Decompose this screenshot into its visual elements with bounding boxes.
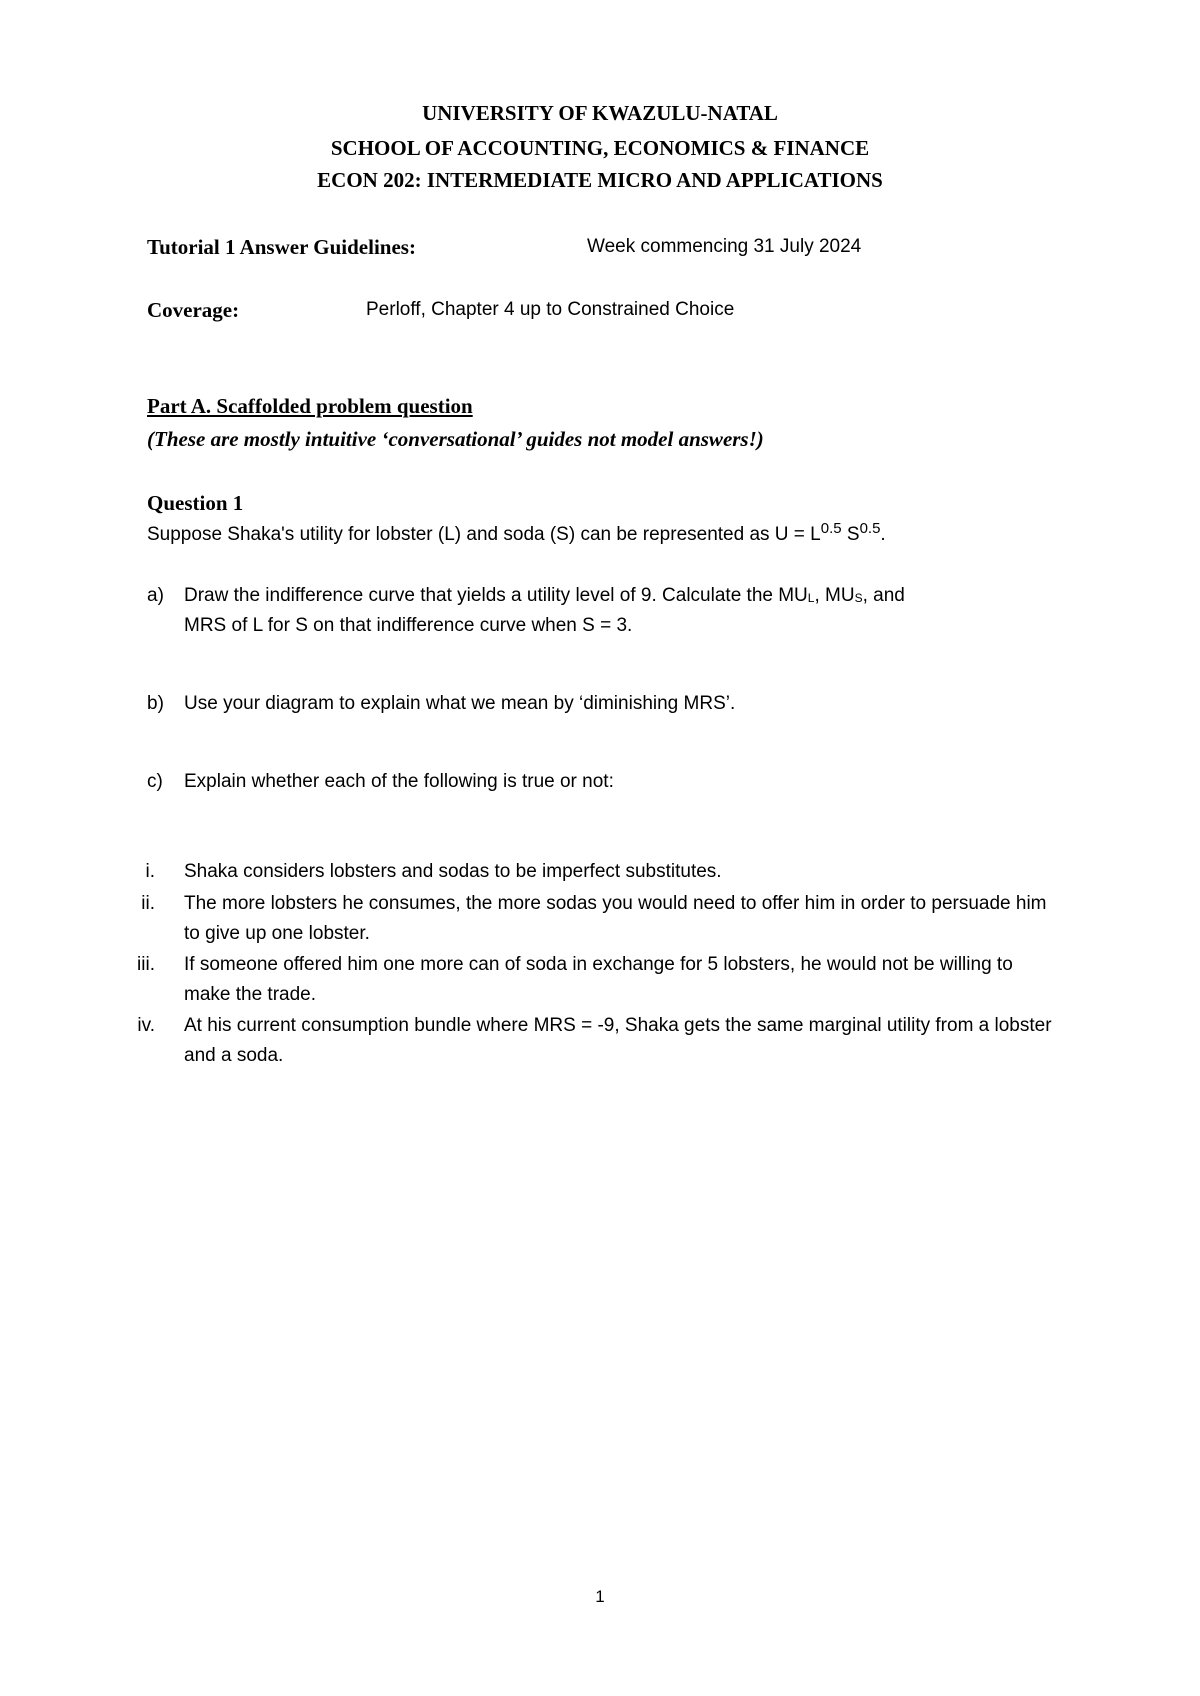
intro-text: Suppose Shaka's utility for lobster (L) and soda (S) can be represented as U = L	[147, 524, 821, 545]
part-a-note: (These are mostly intuitive ‘conversational’ guides not model answers!)	[147, 427, 764, 451]
question-1-intro	[147, 520, 886, 550]
intro-mid: S	[841, 524, 860, 545]
tutorial-week: Week commencing 31 July 2024	[587, 236, 862, 257]
question-1-title: Question 1	[147, 491, 244, 515]
part-a-text	[184, 581, 1084, 641]
statement-item	[0, 857, 1200, 887]
part-a-text-1: Draw the indifference curve that yields a utility level of 9. Calculate the MU	[184, 585, 808, 606]
university-heading: UNIVERSITY OF KWAZULU-NATAL	[422, 101, 778, 125]
school-heading: SCHOOL OF ACCOUNTING, ECONOMICS & FINANCE	[330, 136, 870, 160]
statement-marker: i.	[145, 861, 155, 882]
mu-s-subscript: S	[854, 591, 863, 605]
part-a-text-3: , and	[862, 585, 905, 606]
coverage-label: Coverage:	[147, 298, 240, 322]
statement-text: If someone offered him one more can of soda in exchange for 5 lobsters, he would not be willing to make the trade.	[184, 954, 1013, 1005]
statement-item	[0, 950, 1200, 1010]
part-a-title: Part A. Scaffolded problem question	[147, 394, 473, 418]
mu-l-subscript: L	[807, 591, 815, 605]
part-c-marker: c)	[147, 771, 163, 792]
statement-marker: ii.	[141, 893, 155, 914]
course-heading: ECON 202: INTERMEDIATE MICRO AND APPLICATIONS	[317, 168, 883, 192]
intro-end: .	[880, 524, 886, 545]
statement-item	[0, 889, 1200, 949]
part-a-text-2: , MU	[814, 585, 855, 606]
statement-text: The more lobsters he consumes, the more sodas you would need to offer him in order to persuade him to give up one lobster.	[184, 893, 1047, 944]
statement-text: At his current consumption bundle where MRS = -9, Shaka gets the same marginal utility from a lobster and a soda.	[184, 1015, 1052, 1066]
part-a-marker: a)	[147, 585, 164, 606]
intro-exponent-l: 0.5	[820, 520, 842, 537]
coverage-value: Perloff, Chapter 4 up to Constrained Choice	[366, 299, 735, 320]
intro-exponent-s: 0.5	[859, 520, 881, 537]
statement-marker: iv.	[137, 1015, 155, 1036]
statement-item	[0, 1011, 1200, 1071]
part-c-text: Explain whether each of the following is true or not:	[184, 771, 614, 792]
part-b-text: Use your diagram to explain what we mean by ‘diminishing MRS’.	[184, 693, 736, 714]
part-b-marker: b)	[147, 693, 164, 714]
part-a-text-line2: MRS of L for S on that indifference curve when S = 3.	[184, 615, 633, 636]
page-number: 1	[595, 1587, 605, 1606]
statement-marker: iii.	[137, 954, 155, 975]
statement-text: Shaka considers lobsters and sodas to be imperfect substitutes.	[184, 861, 722, 882]
tutorial-label: Tutorial 1 Answer Guidelines:	[147, 235, 416, 259]
